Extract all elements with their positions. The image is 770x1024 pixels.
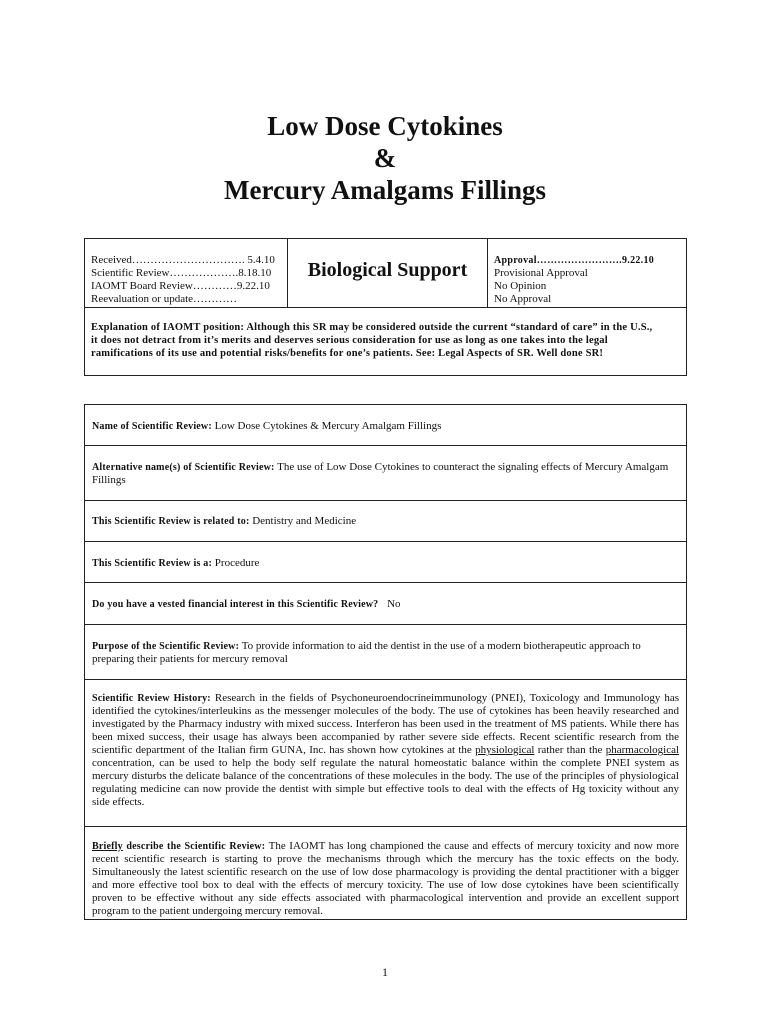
type-row: [85, 542, 686, 583]
category-cell: Biological Support: [288, 239, 488, 308]
explanation-line: Explanation of IAOMT position: Although this SR may be considered outside the current “standard of care” in the U.S.,: [91, 322, 653, 333]
page-number: 1: [382, 965, 388, 979]
history-text: concentration, can be used to help the body self regulate the natural homeostatic balance within the complete PNEI system as mercury disturbs the delicate balance of the concentrations of these molecules in the body. The use of the principles of physiological regulating medicine can now provide the dentist with simple but effective tools to deal with the effects of Hg toxicity without any side effects.: [92, 757, 679, 808]
purpose-row: [85, 625, 686, 680]
alt-name-row: [85, 446, 686, 501]
received-date: Received…………………………. 5.4.10: [91, 254, 275, 266]
scientific-review-date: Scientific Review……………….8.18.10: [91, 267, 272, 279]
provisional-approval: Provisional Approval: [494, 267, 588, 279]
review-table: [84, 404, 687, 920]
field-value: No: [387, 598, 401, 610]
name-row: [85, 405, 686, 446]
field-value: Procedure: [214, 557, 260, 569]
briefly-row: [85, 827, 686, 919]
history-text: Research in the fields of Psychoneuroendocrineimmunology (PNEI), Toxicology and Immunology has identified the cytokines/interleukins as the messenger molecules of the body. The use of cytokines has been heavily researched and investigated by the Pharmacy industry with mixed success. Interferon has been used in the treatment of MS patients. While there has been mixed success, their usage has always been accompanied by rather severe side effects. Recent scientific research from the scientific department of the Italian firm GUNA, Inc. has shown how cytokines at the: [92, 692, 680, 756]
board-review-date: IAOMT Board Review…………9.22.10: [91, 280, 270, 292]
interest-row: [85, 583, 686, 625]
field-label: describe the Scientific Review:: [126, 841, 266, 852]
related-row: [85, 501, 686, 542]
history-underlined-term: pharmacological: [605, 744, 680, 756]
history-underlined-term: physiological: [475, 744, 535, 756]
dates-cell: [85, 239, 288, 308]
history-text: rather than the: [537, 744, 603, 756]
field-label-underlined: Briefly: [92, 841, 123, 852]
field-value: The IAOMT has long championed the cause and effects of mercury toxicity and now more recent scientific research is starting to prove the mechanisms through which the mercury has the toxic effects on the body. Simultaneously the latest scientific research on the use of low dose pharmacology is providing the dental practitioner with a bigger and more effective tool box to deal with the effects of mercury toxicity. The use of low dose cytokines have been scientifically proven to be effective without any side effects associated with pharmacological intervention and provide an excellent support program to the patient undergoing mercury removal.: [92, 840, 679, 917]
approval-cell: [488, 239, 686, 308]
header-table: [84, 238, 687, 376]
field-value: To provide information to aid the dentist in the use of a modern biotherapeutic approach to preparing their patients for mercury removal: [92, 640, 641, 665]
explanation-line: ramifications of its use and potential risks/benefits for one’s patients. See: Legal Aspects of SR. Well done SR!: [91, 348, 604, 359]
field-value: Low Dose Cytokines & Mercury Amalgam Fillings: [214, 420, 442, 432]
field-label: Purpose of the Scientific Review:: [92, 641, 240, 652]
explanation-line: it does not detract from it’s merits and deserves serious consideration for use as long as one takes into the legal: [91, 335, 608, 346]
no-approval: No Approval: [494, 293, 552, 305]
history-row: [85, 680, 686, 827]
field-label: Do you have a vested financial interest in this Scientific Review?: [92, 599, 379, 610]
field-label: This Scientific Review is related to:: [92, 516, 250, 527]
field-value: Dentistry and Medicine: [252, 515, 357, 527]
title-line-1: Low Dose Cytokines: [267, 111, 503, 141]
reevaluation-date: Reevaluation or update…………: [91, 293, 238, 305]
title-line-3: Mercury Amalgams Fillings: [224, 175, 546, 205]
field-label: Scientific Review History:: [92, 693, 211, 704]
no-opinion: No Opinion: [494, 280, 547, 292]
field-label: This Scientific Review is a:: [92, 558, 213, 569]
explanation-cell: [85, 308, 686, 375]
field-label: Name of Scientific Review:: [92, 421, 212, 432]
field-label: Alternative name(s) of Scientific Review:: [92, 462, 275, 473]
field-value: The use of Low Dose Cytokines to counteract the signaling effects of Mercury Amalgam Fillings: [92, 461, 669, 486]
approval-status: Approval…………………….9.22.10: [494, 255, 655, 266]
title-line-2: &: [373, 143, 397, 173]
